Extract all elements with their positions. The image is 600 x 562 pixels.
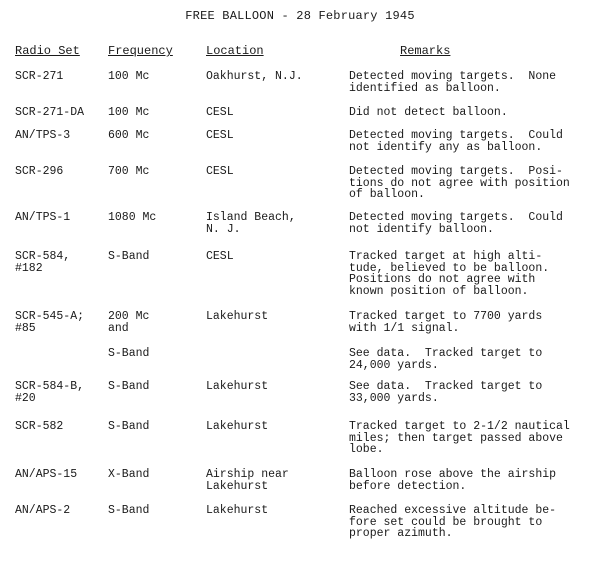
remarks-cell: Tracked target to 7700 yards with 1/1 signal. [349, 310, 543, 335]
header-frequency: Frequency [108, 44, 173, 58]
location-cell: Island Beach, N. J. [206, 211, 296, 236]
frequency-cell: 100 Mc [108, 70, 150, 83]
remarks-cell: Detected moving targets. None identified as balloon. [349, 70, 557, 95]
radio-set-cell: AN/APS-2 [15, 504, 71, 517]
radio-set-cell: SCR-582 [15, 420, 64, 433]
location-cell: CESL [206, 129, 234, 142]
remarks-cell: See data. Tracked target to 24,000 yards. [349, 347, 543, 372]
frequency-cell: 100 Mc [108, 106, 150, 119]
radio-set-cell: SCR-271-DA [15, 106, 85, 119]
document-title: FREE BALLOON - 28 February 1945 [185, 9, 415, 23]
location-cell: CESL [206, 106, 234, 119]
remarks-cell: Did not detect balloon. [349, 106, 508, 119]
location-cell: Lakehurst [206, 504, 269, 517]
frequency-cell: X-Band [108, 468, 150, 481]
radio-set-cell: SCR-584, #182 [15, 250, 71, 275]
radio-set-cell: AN/TPS-1 [15, 211, 71, 224]
remarks-cell: Detected moving targets. Could not identify any as balloon. [349, 129, 563, 154]
remarks-cell: See data. Tracked target to 33,000 yards. [349, 380, 543, 405]
frequency-cell: 1080 Mc [108, 211, 157, 224]
location-cell: Lakehurst [206, 420, 269, 433]
frequency-cell: S-Band [108, 420, 150, 433]
location-cell: Lakehurst [206, 380, 269, 393]
header-location: Location [206, 44, 264, 58]
radio-set-cell: SCR-271 [15, 70, 64, 83]
header-remarks: Remarks [400, 44, 451, 58]
remarks-cell: Reached excessive altitude be- fore set could be brought to proper azimuth. [349, 504, 557, 540]
radio-set-cell: SCR-296 [15, 165, 64, 178]
radio-set-cell: SCR-545-A; #85 [15, 310, 85, 335]
radio-set-cell: AN/TPS-3 [15, 129, 71, 142]
frequency-cell: S-Band [108, 380, 150, 393]
remarks-cell: Balloon rose above the airship before detection. [349, 468, 557, 493]
remarks-cell: Detected moving targets. Could not identify balloon. [349, 211, 563, 236]
frequency-cell: 700 Mc [108, 165, 150, 178]
remarks-cell: Detected moving targets. Posi- tions do not agree with position of balloon. [349, 165, 570, 201]
location-cell: Oakhurst, N.J. [206, 70, 303, 83]
frequency-cell: 600 Mc [108, 129, 150, 142]
radio-set-cell: SCR-584-B, #20 [15, 380, 85, 405]
location-cell: Lakehurst [206, 310, 269, 323]
frequency-cell: S-Band [108, 347, 150, 360]
location-cell: Airship near Lakehurst [206, 468, 289, 493]
location-cell: CESL [206, 250, 234, 263]
radio-set-cell: AN/APS-15 [15, 468, 78, 481]
frequency-cell: S-Band [108, 250, 150, 263]
frequency-cell: S-Band [108, 504, 150, 517]
frequency-cell: 200 Mc and [108, 310, 150, 335]
remarks-cell: Tracked target to 2-1/2 nautical miles; then target passed above lobe. [349, 420, 570, 456]
location-cell: CESL [206, 165, 234, 178]
remarks-cell: Tracked target at high alti- tude, believed to be balloon. Positions do not agree with known position of balloon. [349, 250, 550, 298]
header-radio-set: Radio Set [15, 44, 80, 58]
